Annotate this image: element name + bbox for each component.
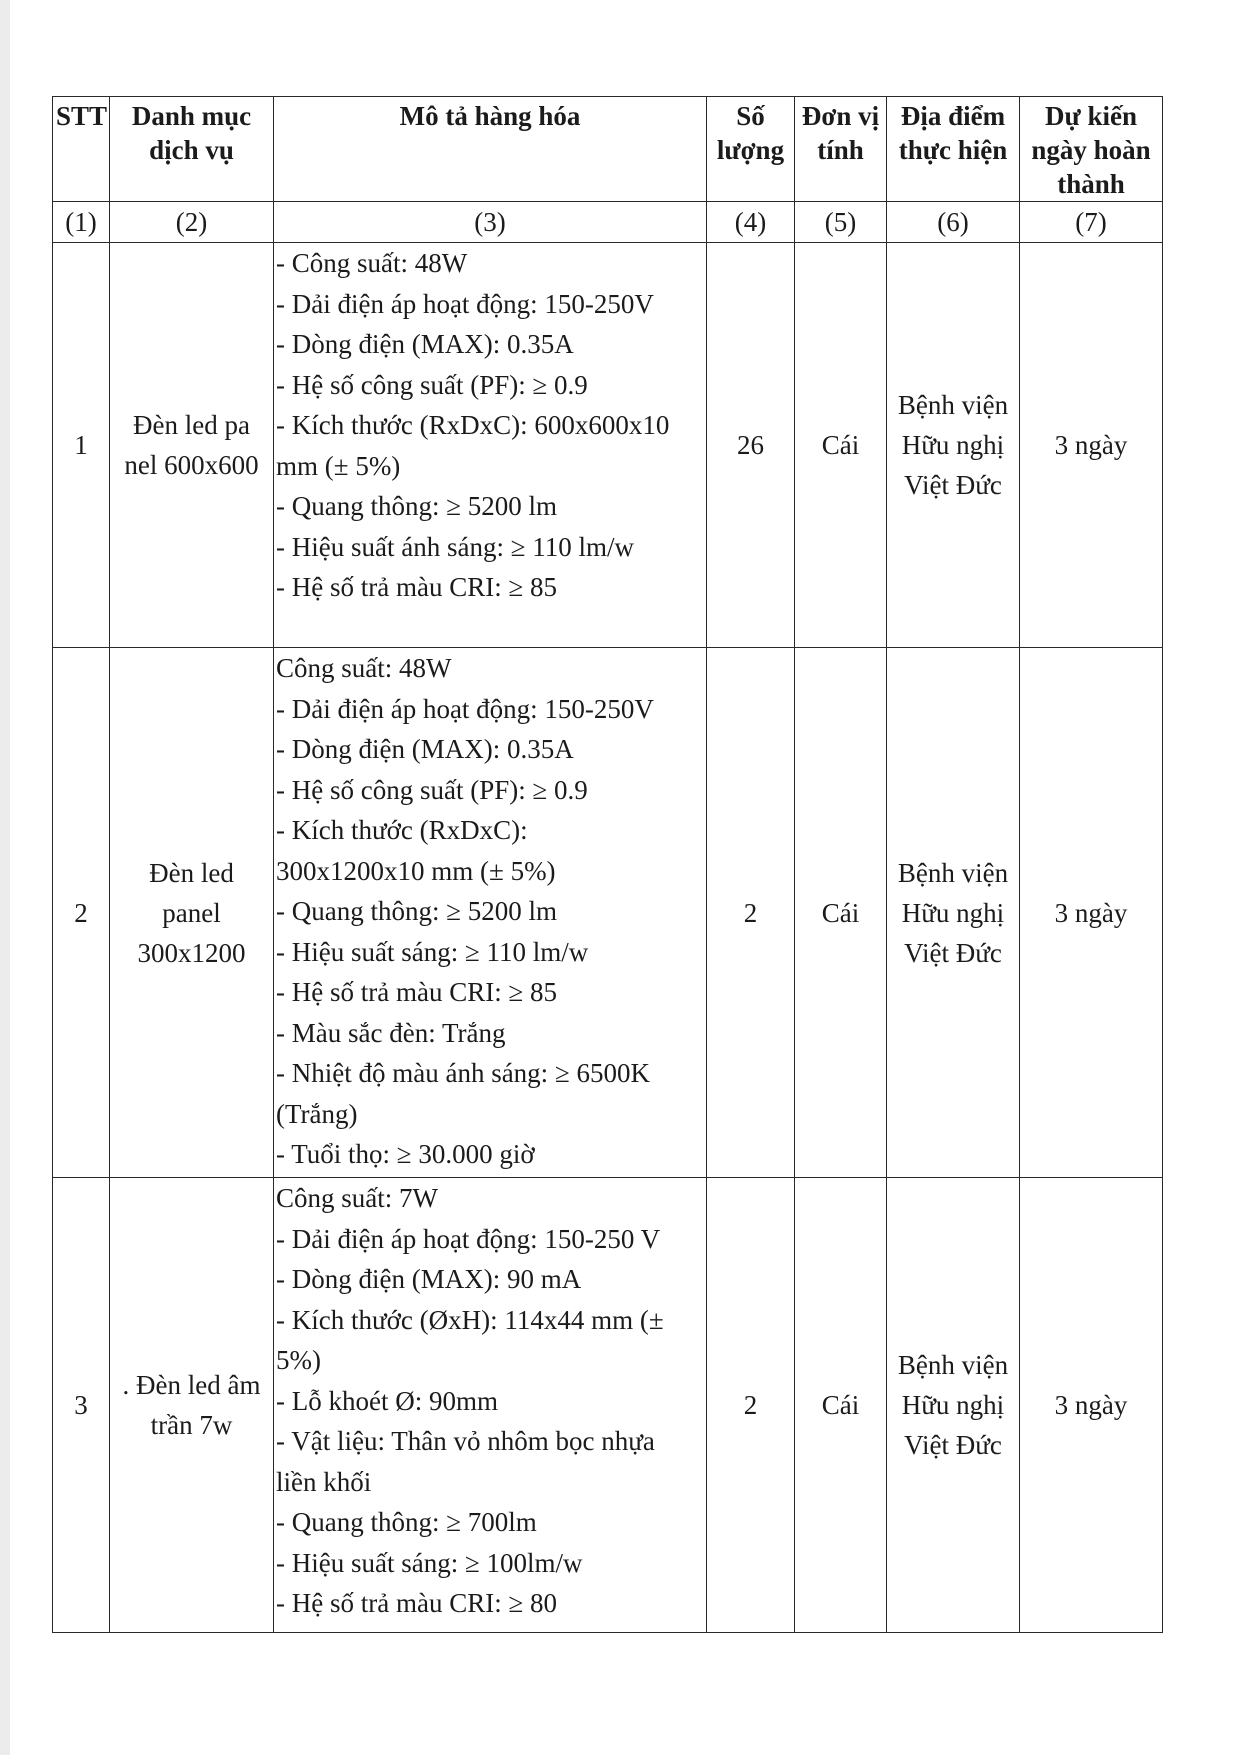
col-num-1: (1) — [53, 202, 110, 243]
scan-edge — [0, 0, 10, 1755]
row-unit: Cái — [795, 648, 887, 1178]
row-location: Bệnh viện Hữu nghị Việt Đức — [887, 648, 1020, 1178]
goods-table — [52, 96, 1163, 1633]
header-unit: Đơn vị tính — [795, 97, 887, 202]
col-num-7: (7) — [1020, 202, 1163, 243]
row-service: . Đèn led âm trần 7w — [110, 1178, 274, 1633]
row-quantity: 2 — [707, 1178, 795, 1633]
header-location: Địa điểm thực hiện — [887, 97, 1020, 202]
row-service: Đèn led pa nel 600x600 — [110, 243, 274, 648]
col-num-2: (2) — [110, 202, 274, 243]
row-location: Bệnh viện Hữu nghị Việt Đức — [887, 1178, 1020, 1633]
table-row — [53, 648, 1163, 1178]
row-unit: Cái — [795, 243, 887, 648]
col-num-5: (5) — [795, 202, 887, 243]
row-service: Đèn led panel 300x1200 — [110, 648, 274, 1178]
col-num-4: (4) — [707, 202, 795, 243]
row-description: Công suất: 48W - Dải điện áp hoạt động: 150-250V - Dòng điện (MAX): 0.35A - Hệ số công suất (PF): ≥ 0.9 - Kích thước (RxDxC): 300x1200x10 mm (± 5%) - Quang thông: ≥ 5200 lm - Hiệu suất sáng: ≥ 110 lm/w - Hệ số trả màu CRI: ≥ 85 - Màu sắc đèn: Trắng - Nhiệt độ màu ánh sáng: ≥ 6500K (Trắng) - Tuổi thọ: ≥ 30.000 giờ — [274, 648, 707, 1178]
header-completion: Dự kiến ngày hoàn thành — [1020, 97, 1163, 202]
col-num-3: (3) — [274, 202, 707, 243]
header-service: Danh mục dịch vụ — [110, 97, 274, 202]
row-stt: 3 — [53, 1178, 110, 1633]
row-quantity: 26 — [707, 243, 795, 648]
row-description: Công suất: 7W - Dải điện áp hoạt động: 150-250 V - Dòng điện (MAX): 90 mA - Kích thước (ØxH): 114x44 mm (± 5%) - Lỗ khoét Ø: 90mm - Vật liệu: Thân vỏ nhôm bọc nhựa liền khối - Quang thông: ≥ 700lm - Hiệu suất sáng: ≥ 100lm/w - Hệ số trả màu CRI: ≥ 80 — [274, 1178, 707, 1633]
col-num-6: (6) — [887, 202, 1020, 243]
column-number-row — [53, 202, 1163, 243]
header-stt: STT — [53, 97, 110, 202]
table-row — [53, 243, 1163, 648]
header-row — [53, 97, 1163, 202]
row-quantity: 2 — [707, 648, 795, 1178]
table-row — [53, 1178, 1163, 1633]
row-stt: 1 — [53, 243, 110, 648]
row-unit: Cái — [795, 1178, 887, 1633]
header-quantity: Số lượng — [707, 97, 795, 202]
row-location: Bệnh viện Hữu nghị Việt Đức — [887, 243, 1020, 648]
header-description: Mô tả hàng hóa — [274, 97, 707, 202]
row-completion: 3 ngày — [1020, 1178, 1163, 1633]
row-completion: 3 ngày — [1020, 648, 1163, 1178]
row-stt: 2 — [53, 648, 110, 1178]
row-description: - Công suất: 48W - Dải điện áp hoạt động: 150-250V - Dòng điện (MAX): 0.35A - Hệ số công suất (PF): ≥ 0.9 - Kích thước (RxDxC): 600x600x10 mm (± 5%) - Quang thông: ≥ 5200 lm - Hiệu suất ánh sáng: ≥ 110 lm/w - Hệ số trả màu CRI: ≥ 85 — [274, 243, 707, 648]
row-completion: 3 ngày — [1020, 243, 1163, 648]
